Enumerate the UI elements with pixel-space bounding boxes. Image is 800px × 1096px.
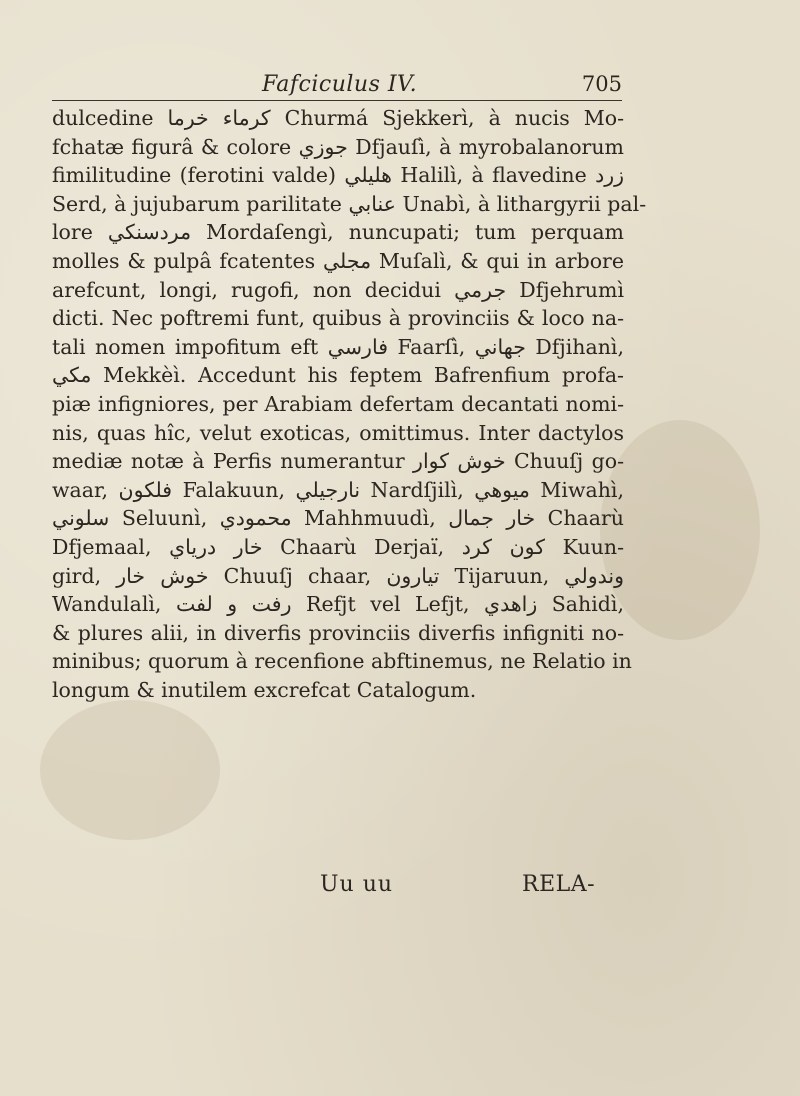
- text-line: waar, فلكون Falakuun, نارجيلي Nardſjilì, ميوهي Miwahì,: [52, 477, 624, 502]
- text-line: molles & pulpâ fcatentes مجلي Muſalì, & qui in arbore: [52, 248, 624, 273]
- signature-mark: Uu uu: [320, 872, 394, 897]
- text-line: nis, quas hîc, velut exoticas, omittimus. Inter dactylos: [52, 420, 624, 445]
- text-line: gird, خوش خار Chuuſj chaar, تيارون Tijaruun, وندولي: [52, 563, 624, 588]
- text-line: سلوني Seluunì, محمودي Mahhmuudì, خار جمال Chaarù: [52, 506, 624, 531]
- text-line: arefcunt, longi, rugofi, non decidui جرمي Dfjehrumì: [52, 277, 624, 302]
- body-paragraph: [52, 104, 647, 704]
- text-line: fchatæ figurâ & colore جوزي Dfjauſì, à myrobalanorum: [52, 134, 624, 159]
- paper-stain: [600, 420, 760, 640]
- text-line: fimilitudine (ferotini valde) هليلي Halilì, à flavedine زرد: [52, 163, 624, 188]
- catchword: RELA-: [522, 872, 596, 897]
- running-header: [52, 70, 622, 101]
- text-line: dulcedine كرماء خرما Churmá Sjekkerì, à nucis Mo-: [52, 106, 624, 130]
- text-line: dicti. Nec poftremi funt, quibus à provinciis & loco na-: [52, 306, 624, 331]
- text-line: مكي Mekkèì. Accedunt his feptem Bafrenfium profa-: [52, 363, 624, 388]
- text-line: tali nomen impofitum eft فارسي Faarſì, جهاني Dfjihanì,: [52, 334, 624, 359]
- paper-stain: [40, 700, 220, 840]
- running-title: Fafciculus IV.: [262, 72, 418, 97]
- page-number: 705: [581, 72, 622, 96]
- text-line: & plures alii, in diverfis provinciis diverfis infigniti no-: [52, 620, 624, 645]
- text-line: mediæ notæ à Perfis numerantur خوش كوار Chuuſj go-: [52, 449, 624, 474]
- text-line: Dfjemaal, خار درياي Chaarù Derjaï, كون كرد Kuun-: [52, 534, 624, 559]
- text-line: lore مردسنكي Mordaſengì, nuncupati; tum perquam: [52, 220, 624, 245]
- text-line: longum & inutilem excrefcat Catalogum.: [52, 677, 477, 702]
- text-line: Serd, à jujubarum parilitate عنابي Unabì, à lithargyrii pal-: [52, 191, 647, 216]
- page-footer: [0, 872, 800, 912]
- text-line: minibus; quorum à recenfione abftinemus, ne Relatio in: [52, 649, 632, 674]
- text-line: piæ infigniores, per Arabiam defertam decantati nomi-: [52, 391, 624, 416]
- text-line: Wandulalì, رفت و لفت Refjt vel Lefjt, زاهدي Sahidì,: [52, 592, 624, 617]
